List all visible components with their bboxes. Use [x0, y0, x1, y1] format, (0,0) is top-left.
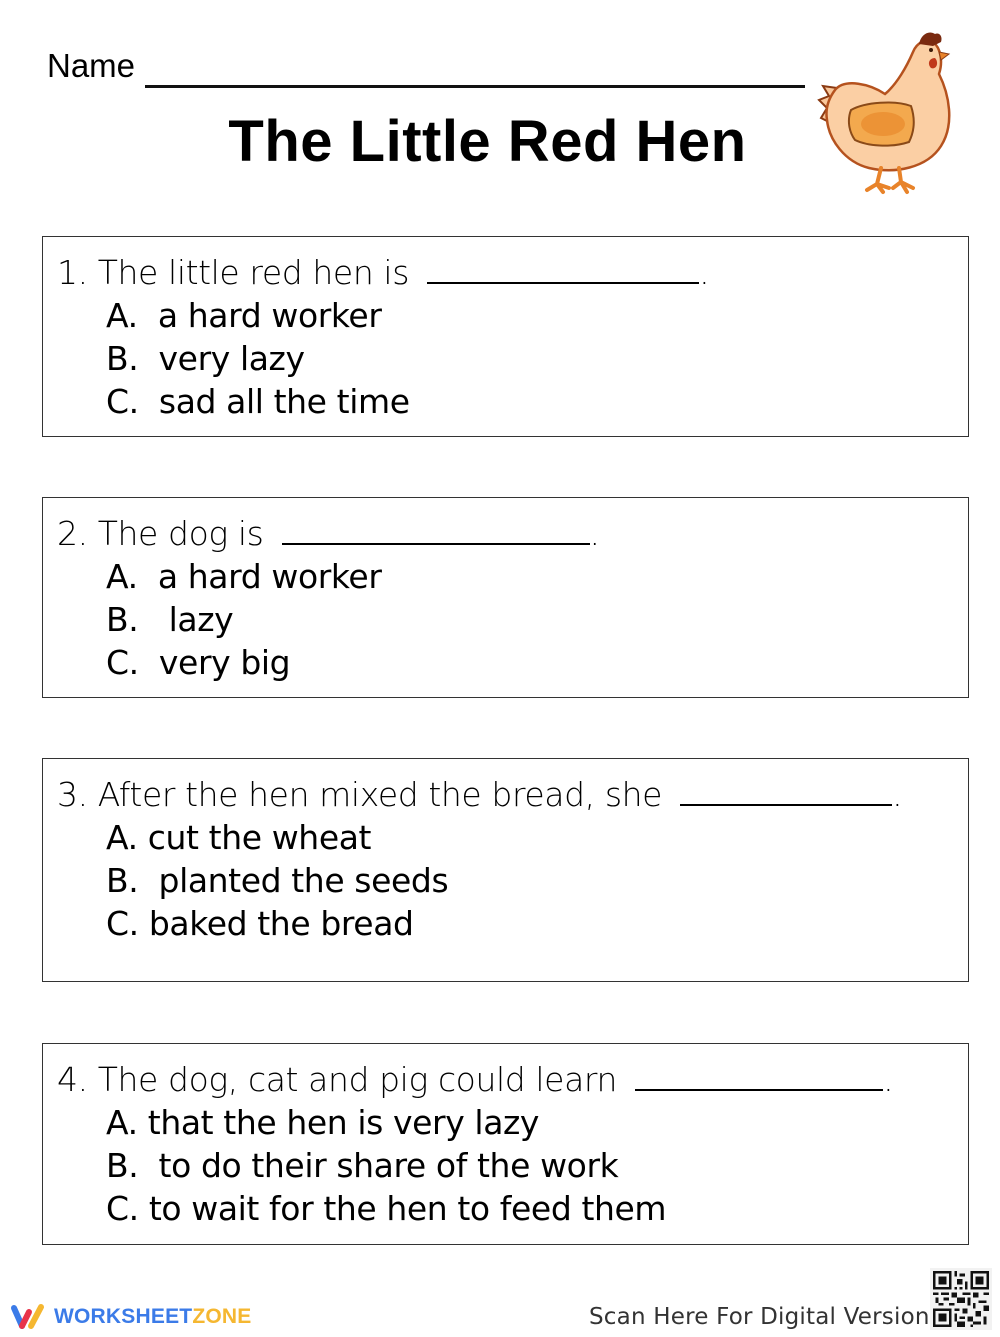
option-text: to wait for the hen to feed them	[148, 1189, 667, 1228]
question-1-stem	[57, 251, 968, 294]
option-text: a hard worker	[157, 296, 382, 335]
question-2-stem	[57, 512, 968, 555]
question-text: After the hen mixed the bread, she	[97, 775, 663, 814]
period: .	[883, 1060, 894, 1099]
option-text: very lazy	[158, 339, 305, 378]
question-3-box	[42, 758, 969, 982]
option-a[interactable]	[57, 816, 968, 859]
brand-name	[54, 1305, 251, 1329]
option-c[interactable]	[57, 902, 968, 945]
option-letter: B.	[106, 339, 139, 378]
option-a[interactable]	[57, 294, 968, 337]
option-text: cut the wheat	[147, 818, 372, 857]
question-text: The dog, cat and pig could learn	[97, 1060, 617, 1099]
hen-icon	[815, 28, 955, 196]
option-letter: A.	[106, 296, 138, 335]
worksheet-zone-logo[interactable]	[8, 1302, 251, 1332]
answer-blank[interactable]	[680, 774, 892, 806]
option-letter: B.	[106, 1146, 139, 1185]
option-a[interactable]	[57, 1101, 968, 1144]
name-write-line[interactable]	[145, 45, 805, 88]
option-a[interactable]	[57, 555, 968, 598]
question-4-stem	[57, 1058, 968, 1101]
option-text: that the hen is very lazy	[147, 1103, 540, 1142]
option-letter: A.	[106, 557, 138, 596]
option-letter: A.	[106, 818, 138, 857]
option-c[interactable]	[57, 380, 968, 423]
option-letter: C.	[106, 382, 139, 421]
worksheet-zone-logo-icon	[8, 1302, 50, 1332]
option-c[interactable]	[57, 641, 968, 684]
question-number: 4.	[57, 1060, 88, 1099]
period: .	[699, 253, 710, 292]
option-text: planted the seeds	[148, 861, 449, 900]
option-letter: A.	[106, 1103, 138, 1142]
option-letter: B.	[106, 861, 139, 900]
brand-name-part2: ZONE	[192, 1305, 252, 1328]
option-b[interactable]	[57, 598, 968, 641]
name-field-row	[47, 44, 805, 88]
option-text: very big	[158, 643, 291, 682]
question-number: 2.	[57, 514, 88, 553]
option-letter: C.	[106, 904, 139, 943]
option-letter: C.	[106, 1189, 139, 1228]
qr-code-icon[interactable]	[930, 1268, 992, 1330]
option-letter: B.	[106, 600, 139, 639]
answer-blank[interactable]	[282, 513, 590, 545]
answer-blank[interactable]	[635, 1059, 883, 1091]
question-number: 3.	[57, 775, 88, 814]
scan-instruction: Scan Here For Digital Version	[589, 1304, 930, 1330]
question-text: The little red hen is	[97, 253, 409, 292]
option-text: a hard worker	[157, 557, 382, 596]
option-b[interactable]	[57, 337, 968, 380]
option-c[interactable]	[57, 1187, 968, 1230]
question-3-stem	[57, 773, 968, 816]
option-text: baked the bread	[148, 904, 414, 943]
name-label: Name	[47, 47, 136, 84]
page-title: The Little Red Hen	[228, 109, 747, 174]
answer-blank[interactable]	[427, 252, 699, 284]
option-b[interactable]	[57, 859, 968, 902]
option-text: sad all the time	[158, 382, 410, 421]
option-text: to do their share of the work	[148, 1146, 619, 1185]
question-4-box	[42, 1043, 969, 1245]
question-1-box	[42, 236, 969, 437]
option-text: lazy	[158, 600, 234, 639]
question-number: 1.	[57, 253, 88, 292]
period: .	[892, 775, 903, 814]
option-letter: C.	[106, 643, 139, 682]
period: .	[589, 514, 600, 553]
question-text: The dog is	[97, 514, 264, 553]
option-b[interactable]	[57, 1144, 968, 1187]
question-2-box	[42, 497, 969, 698]
brand-name-part1: WORKSHEET	[54, 1305, 193, 1328]
